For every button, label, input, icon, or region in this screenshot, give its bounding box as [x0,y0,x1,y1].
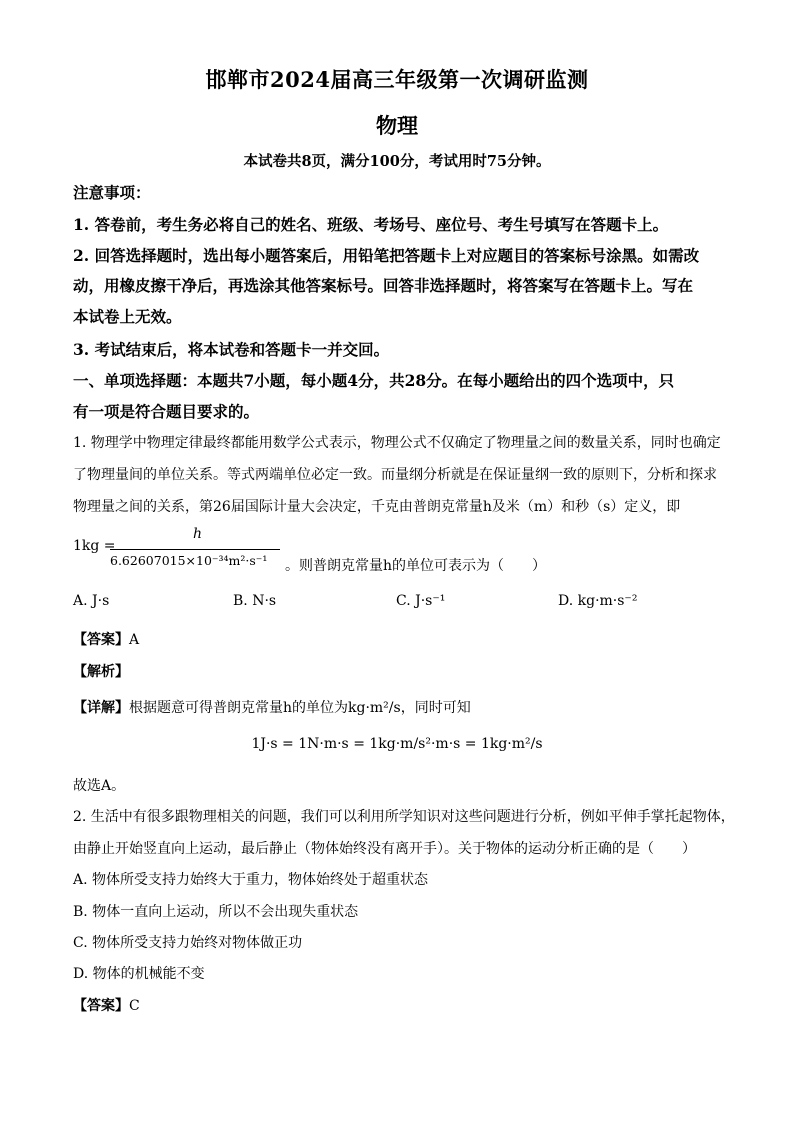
option-d: D. kg·m·s⁻² [558,593,638,609]
answer-value: A [129,632,140,648]
question-2-text: 由静止开始竖直向上运动，最后静止（物体始终没有离开手）。关于物体的运动分析正确的是（ ） [73,841,696,857]
kilogram-formula [73,526,283,576]
notice-line: 3. 考试结束后，将本试卷和答题卡一并交回。 [73,340,390,359]
detail-tag: 详解 [87,700,115,716]
q2-option-d: D. 物体的机械能不变 [73,966,205,982]
section-heading: 一、单项选择题：本题共7小题，每小题4分，共28分。在每小题给出的四个选项中，只 [73,371,675,390]
option-c: C. J·s⁻¹ [396,593,446,609]
answer-line: 【答案】A [73,632,140,648]
notice-line: 2. 回答选择题时，选出每小题答案后，用铅笔把答题卡上对应题目的答案标号涂黑。如需改 [73,246,700,265]
notice-line: 1. 答卷前，考生务必将自己的姓名、班级、考场号、座位号、考生号填写在答题卡上。 [73,215,669,234]
q2-answer-tag: 答案 [87,998,115,1014]
exam-title: 邯郸市2024届高三年级第一次调研监测 [205,67,589,92]
option-b: B. N·s [233,593,277,609]
question-1-text: 物理量之间的关系，第26届国际计量大会决定，千克由普朗克常量h及米（m）和秒（s）定义，即 [73,499,681,515]
notice-line: 动，用橡皮擦干净后，再选涂其他答案标号。回答非选择题时，将答案写在答题卡上。写在 [73,276,694,295]
formula-denominator: 6.62607015×10⁻³⁴m²·s⁻¹ [110,553,268,568]
question-1-prompt: 。则普朗克常量h的单位可表示为（ ） [285,558,547,574]
q2-option-b: B. 物体一直向上运动，所以不会出现失重状态 [73,904,359,920]
option-a: A. J·s [73,593,110,609]
fraction-bar [110,549,280,550]
question-1-text: 了物理量间的单位关系。等式两端单位必定一致。而量纲分析就是在保证量纲一致的原则下，分析和探求 [73,467,717,483]
section-heading-cont: 有一项是符合题目要求的。 [73,402,260,421]
q2-option-c: C. 物体所受支持力始终对物体做正功 [73,935,303,951]
exam-meta: 本试卷共8页，满分100分，考试用时75分钟。 [243,153,551,170]
question-1-text: 1. 物理学中物理定律最终都能用数学公式表示，物理公式不仅确定了物理量之间的数量关系，同时也确定 [73,435,721,451]
formula-lhs: 1kg = [73,538,116,554]
q2-answer-value: C [129,998,140,1014]
notice-heading: 注意事项： [73,183,151,202]
formula-numerator: h [193,526,203,542]
notice-line: 本试卷上无效。 [73,307,182,326]
detail-text: 根据题意可得普朗克常量h的单位为kg·m²/s，同时可知 [129,700,471,716]
unit-equation: 1J·s = 1N·m·s = 1kg·m/s²·m·s = 1kg·m²/s [251,736,543,752]
subject-title: 物理 [376,113,418,138]
question-2-text: 2. 生活中有很多跟物理相关的问题，我们可以利用所学知识对这些问题进行分析，例如平伸手掌托起物体， [73,809,735,825]
analysis-tag: 解析 [87,664,115,680]
answer-tag: 答案 [87,632,115,648]
detail-line: 【详解】根据题意可得普朗克常量h的单位为kg·m²/s，同时可知 [73,700,471,716]
q2-answer-line: 【答案】C [73,998,140,1014]
analysis-line: 【解析】 [73,664,129,680]
conclusion: 故选A。 [73,778,126,794]
q2-option-a: A. 物体所受支持力始终大于重力，物体始终处于超重状态 [73,872,429,888]
